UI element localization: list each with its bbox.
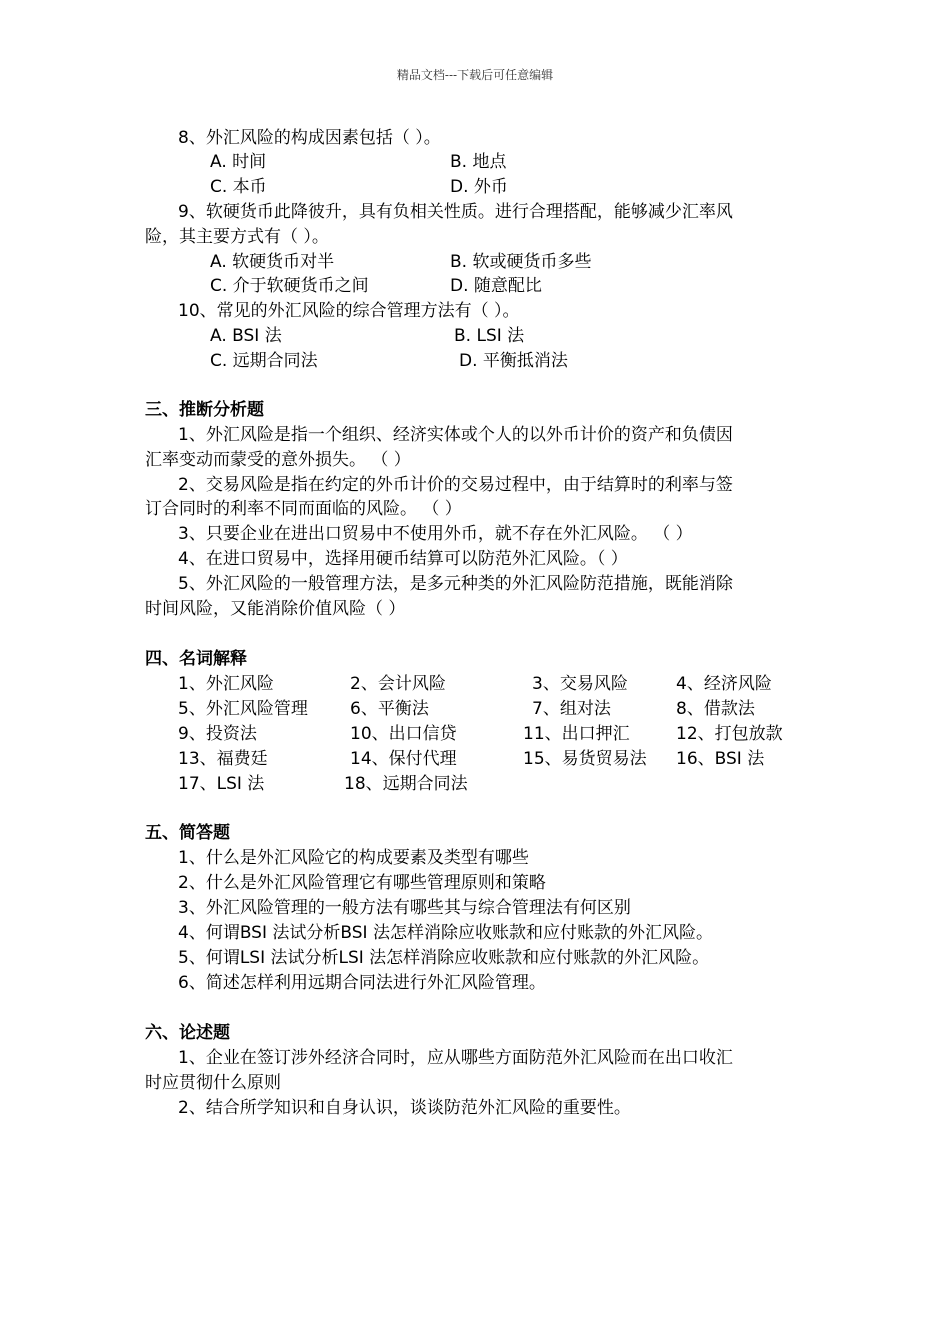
term-item: 3、交易风险 bbox=[532, 674, 628, 694]
term-item: 8、借款法 bbox=[676, 699, 755, 719]
section3-line6: 4、在进口贸易中，选择用硬币结算可以防范外汇风险。（ ） bbox=[178, 549, 628, 569]
term-item: 9、投资法 bbox=[178, 724, 257, 744]
section3-line5: 3、只要企业在进出口贸易中不使用外币，就不存在外汇风险。 （ ） bbox=[178, 524, 693, 544]
short-answer-item: 6、简述怎样利用远期合同法进行外汇风险管理。 bbox=[178, 973, 546, 993]
section3-line1: 1、外汇风险是指一个组织、经济实体或个人的以外币计价的资产和负债因 bbox=[178, 425, 733, 445]
q9-stem-line2: 险，其主要方式有（ ）。 bbox=[145, 227, 329, 247]
term-item: 17、LSI 法 bbox=[178, 774, 265, 794]
section4-title: 四、名词解释 bbox=[145, 649, 247, 669]
q9-option-d: D. 随意配比 bbox=[450, 276, 542, 296]
short-answer-item: 1、什么是外汇风险它的构成要素及类型有哪些 bbox=[178, 848, 529, 868]
short-answer-item: 5、何谓LSI 法试分析LSI 法怎样消除应收账款和应付账款的外汇风险。 bbox=[178, 948, 710, 968]
term-item: 15、易货贸易法 bbox=[523, 749, 647, 769]
term-item: 12、打包放款 bbox=[676, 724, 783, 744]
term-item: 13、福费廷 bbox=[178, 749, 268, 769]
term-item: 11、出口押汇 bbox=[523, 724, 630, 744]
essay-line3: 2、结合所学知识和自身认识，谈谈防范外汇风险的重要性。 bbox=[178, 1098, 631, 1118]
section3-line3: 2、交易风险是指在约定的外币计价的交易过程中，由于结算时的利率与签 bbox=[178, 475, 733, 495]
q10-option-b: B. LSI 法 bbox=[454, 326, 525, 346]
section3-line2: 汇率变动而蒙受的意外损失。 （ ） bbox=[145, 450, 411, 470]
term-item: 4、经济风险 bbox=[676, 674, 772, 694]
term-item: 2、会计风险 bbox=[350, 674, 446, 694]
essay-line2: 时应贯彻什么原则 bbox=[145, 1073, 281, 1093]
section5-title: 五、简答题 bbox=[145, 823, 230, 843]
short-answer-item: 3、外汇风险管理的一般方法有哪些其与综合管理法有何区别 bbox=[178, 898, 631, 918]
term-item: 18、远期合同法 bbox=[344, 774, 468, 794]
term-item: 1、外汇风险 bbox=[178, 674, 274, 694]
section3-line7: 5、外汇风险的一般管理方法，是多元种类的外汇风险防范措施，既能消除 bbox=[178, 574, 733, 594]
q10-option-d: D. 平衡抵消法 bbox=[459, 351, 568, 371]
q9-stem-line1: 9、软硬货币此降彼升，具有负相关性质。进行合理搭配，能够减少汇率风 bbox=[178, 202, 733, 222]
q9-option-a: A. 软硬货币对半 bbox=[210, 252, 335, 272]
section3-title: 三、推断分析题 bbox=[145, 400, 264, 420]
q8-stem: 8、外汇风险的构成因素包括（ ）。 bbox=[178, 128, 441, 148]
term-item: 7、组对法 bbox=[532, 699, 611, 719]
term-item: 6、平衡法 bbox=[350, 699, 429, 719]
section3-line8: 时间风险，又能消除价值风险（ ） bbox=[145, 599, 406, 619]
section6-title: 六、论述题 bbox=[145, 1023, 230, 1043]
short-answer-item: 2、什么是外汇风险管理它有哪些管理原则和策略 bbox=[178, 873, 546, 893]
page-header: 精品文档---下载后可任意编辑 bbox=[396, 68, 554, 82]
q10-option-c: C. 远期合同法 bbox=[210, 351, 318, 371]
term-item: 10、出口信贷 bbox=[350, 724, 457, 744]
term-item: 14、保付代理 bbox=[350, 749, 457, 769]
q8-option-b: B. 地点 bbox=[450, 152, 507, 172]
q8-option-d: D. 外币 bbox=[450, 177, 508, 197]
essay-line1: 1、企业在签订涉外经济合同时，应从哪些方面防范外汇风险而在出口收汇 bbox=[178, 1048, 733, 1068]
section3-line4: 订合同时的利率不同而面临的风险。 （ ） bbox=[145, 499, 462, 519]
q8-option-c: C. 本币 bbox=[210, 177, 267, 197]
q9-option-b: B. 软或硬货币多些 bbox=[450, 252, 592, 272]
q9-option-c: C. 介于软硬货币之间 bbox=[210, 276, 369, 296]
q10-option-a: A. BSI 法 bbox=[210, 326, 282, 346]
term-item: 5、外汇风险管理 bbox=[178, 699, 308, 719]
short-answer-item: 4、何谓BSI 法试分析BSI 法怎样消除应收账款和应付账款的外汇风险。 bbox=[178, 923, 713, 943]
q8-option-a: A. 时间 bbox=[210, 152, 267, 172]
term-item: 16、BSI 法 bbox=[676, 749, 765, 769]
q10-stem: 10、常见的外汇风险的综合管理方法有（ ）。 bbox=[178, 301, 520, 321]
